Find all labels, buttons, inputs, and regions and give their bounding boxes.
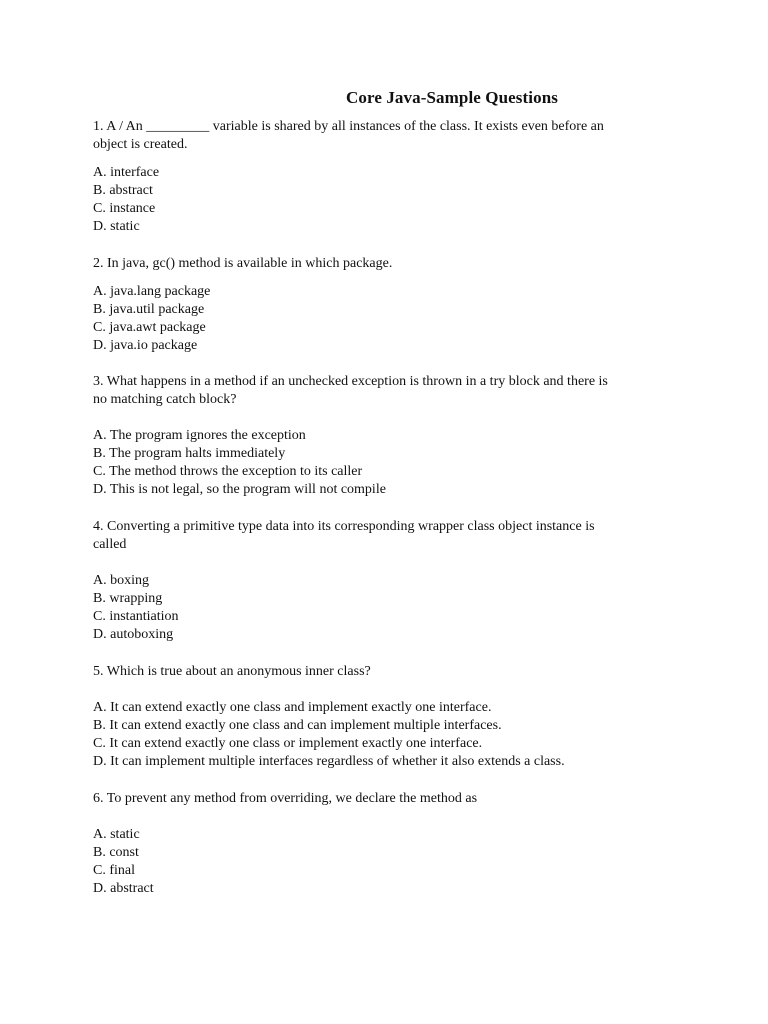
question-stem: 2. In java, gc() method is available in which package.	[93, 256, 393, 271]
answer-option: A. static	[93, 827, 140, 842]
answer-option: C. final	[93, 863, 135, 878]
question-stem: object is created.	[93, 137, 188, 152]
answer-option: D. java.io package	[93, 338, 198, 353]
question-stem: 1. A / An _________ variable is shared by all instances of the class. It exists even before an	[93, 119, 604, 134]
answer-option: A. java.lang package	[93, 284, 211, 299]
answer-option: B. It can extend exactly one class and can implement multiple interfaces.	[93, 718, 502, 733]
question-stem: 6. To prevent any method from overriding, we declare the method as	[93, 791, 478, 806]
answer-option: C. instantiation	[93, 609, 179, 624]
question-stem: called	[93, 537, 127, 552]
answer-option: C. instance	[93, 201, 156, 216]
answer-option: A. It can extend exactly one class and implement exactly one interface.	[93, 700, 492, 715]
answer-option: C. java.awt package	[93, 320, 206, 335]
answer-option: B. const	[93, 845, 139, 860]
answer-option: B. abstract	[93, 183, 153, 198]
question-stem: 4. Converting a primitive type data into its corresponding wrapper class object instance is	[93, 519, 595, 534]
answer-option: B. wrapping	[93, 591, 163, 606]
answer-option: C. The method throws the exception to its caller	[93, 464, 363, 479]
answer-option: D. It can implement multiple interfaces regardless of whether it also extends a class.	[93, 754, 565, 769]
question-stem: 5. Which is true about an anonymous inner class?	[93, 664, 371, 679]
answer-option: A. interface	[93, 165, 160, 180]
answer-option: D. abstract	[93, 881, 154, 896]
page-title: Core Java-Sample Questions	[346, 88, 558, 107]
question-stem: 3. What happens in a method if an unchecked exception is thrown in a try block and there is	[93, 374, 608, 389]
answer-option: B. The program halts immediately	[93, 446, 286, 461]
answer-option: B. java.util package	[93, 302, 205, 317]
answer-option: A. The program ignores the exception	[93, 428, 306, 443]
answer-option: D. static	[93, 219, 140, 234]
question-stem: no matching catch block?	[93, 392, 237, 407]
answer-option: A. boxing	[93, 573, 149, 588]
answer-option: C. It can extend exactly one class or implement exactly one interface.	[93, 736, 483, 751]
answer-option: D. This is not legal, so the program will not compile	[93, 482, 386, 497]
answer-option: D. autoboxing	[93, 627, 174, 642]
